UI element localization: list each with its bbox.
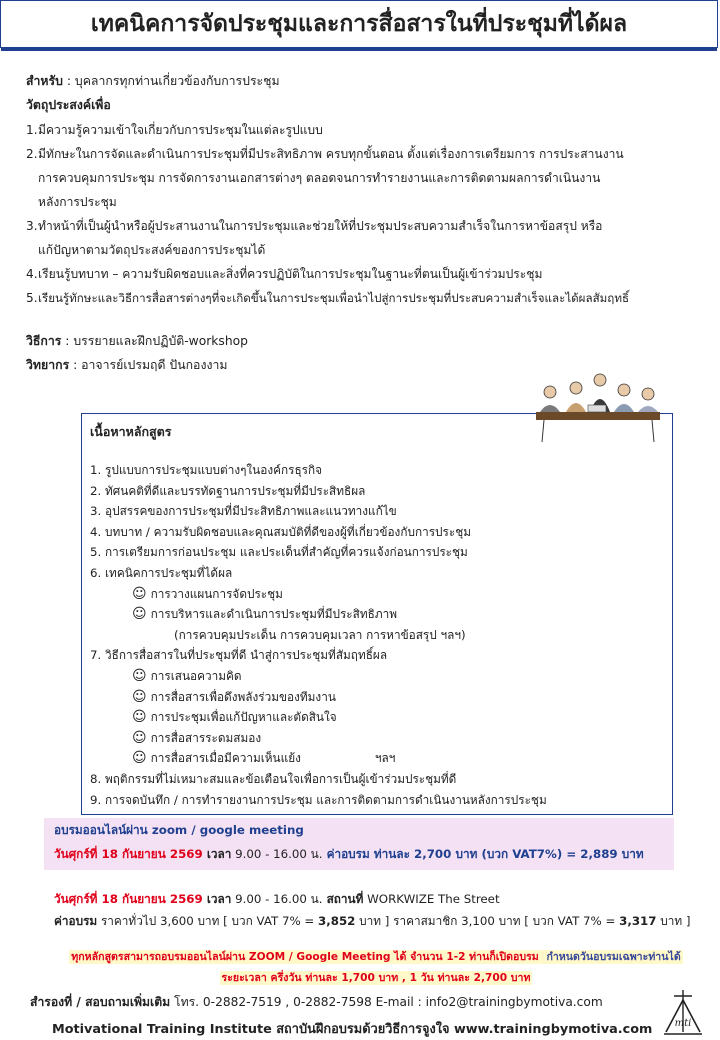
subtopic-label: การประชุมเพื่อแก้ปัญหาและตัดสินใจ	[150, 710, 337, 725]
objective-item	[26, 214, 716, 262]
subtopic-label: การสื่อสารเพื่อดึงพลังร่วมของทีมงาน	[150, 689, 336, 704]
method-label: วิธีการ	[26, 334, 62, 348]
objective-line: มีทักษะในการจัดและดำเนินการประชุมที่มีประสิทธิภาพ ครบทุกขั้นตอน ตั้งแต่เรื่องการเตรียมการ การประสานงาน	[38, 147, 624, 161]
online-fee: 2,700 บาท (บวก VAT7%) = 2,889 บาท	[409, 847, 644, 861]
classroom-fee-mid: บาท ] ราคาสมาชิก 3,100 บาท [ บวก VAT 7% =	[355, 914, 620, 928]
classroom-fee-label: ค่าอบรม	[54, 914, 98, 928]
classroom-fee-general: ราคาทั่วไป 3,600 บาท [ บวก VAT 7% =	[97, 914, 319, 928]
audience-label: สำหรับ	[26, 74, 63, 88]
online-time: 9.00 - 16.00 น.	[231, 847, 323, 861]
trainer-label: วิทยากร	[26, 358, 70, 372]
subtopic-label: การบริหารและดำเนินการประชุมที่มีประสิทธิภาพ	[150, 607, 398, 622]
objective-item	[26, 118, 716, 142]
subtopic-item	[90, 707, 665, 728]
objectives-list	[26, 118, 716, 310]
method-text: : บรรยายและฝึกปฏิบัติ-workshop	[61, 334, 248, 348]
subtopic-etc: ฯลฯ	[374, 751, 396, 766]
person-body	[566, 403, 586, 412]
meeting-people-illustration	[528, 372, 668, 444]
objective-line: หลังการประชุม	[38, 195, 117, 209]
subtopic-item	[90, 666, 665, 687]
classroom-time-label: เวลา	[202, 892, 232, 906]
smiley-icon: ☺	[132, 729, 147, 746]
classroom-date: วันศุกร์ที่ 18 กันยายน 2569	[54, 892, 203, 906]
subtopic-item	[90, 728, 665, 749]
classroom-time: 9.00 - 16.00 น.	[231, 892, 323, 906]
table-shape	[536, 412, 660, 420]
audience-line	[26, 70, 280, 92]
topic-item: 5. การเตรียมการก่อนประชุม และประเด็นที่สำคัญที่ควรแจ้งก่อนการประชุม	[90, 545, 468, 560]
note-price: ระยะเวลา ครึ่งวัน ท่านละ 1,700 บาท , 1 วัน ท่านละ 2,700 บาท	[221, 972, 531, 984]
note-line	[58, 968, 694, 989]
person-body	[638, 406, 658, 412]
objective-num: 1.	[26, 123, 38, 137]
objectives-heading: วัตถุประสงค์เพื่อ	[26, 98, 111, 112]
title-underline	[1, 48, 717, 51]
audience-text: : บุคลากรทุกท่านเกี่ยวข้องกับการประชุม	[62, 74, 280, 88]
topic-item: 4. บทบาท / ความรับผิดชอบและคุณสมบัติที่ดีของผู้ที่เกี่ยวข้องกับการประชุม	[90, 524, 471, 539]
topic-item: 8. พฤติกรรมที่ไม่เหมาะสมและข้อเตือนใจเพื่อการเป็นผู้เข้าร่วมประชุมที่ดี	[90, 771, 457, 786]
smiley-icon: ☺	[132, 709, 147, 726]
objective-line: เรียนรู้ทักษะและวิธีการสื่อสารต่างๆที่จะเกิดขึ้นในการประชุมเพื่อนำไปสู่การประชุมที่ประสบความสำเร็จและได้ผลสัมฤทธิ์	[38, 291, 630, 305]
online-note	[58, 947, 694, 989]
objective-line: แก้ปัญหาตามวัตถุประสงค์ของการประชุมได้	[38, 243, 266, 257]
chair-leg	[542, 420, 544, 442]
subtopic-note: (การควบคุมประเด็น การควบคุมเวลา การหาข้อสรุป ฯลฯ)	[174, 627, 466, 642]
topic-item: 3. อุปสรรคของการประชุมที่มีประสิทธิภาพและแนวทางแก้ไข	[90, 504, 397, 519]
laptop-shape	[588, 405, 606, 412]
logo-text: mti	[674, 1018, 692, 1029]
footer-institute: Motivational Training Institute สถาบันฝึกอบรมด้วยวิธีการจูงใจ www.trainingbymotiva.com	[52, 1022, 653, 1037]
objective-item	[26, 262, 716, 286]
classroom-schedule	[54, 888, 690, 910]
classroom-fee-member-total: 3,317	[619, 914, 657, 928]
subtopic-item	[90, 584, 665, 605]
smiley-icon: ☺	[132, 688, 147, 705]
person-body	[540, 405, 560, 412]
classroom-place-label: สถานที่	[322, 892, 364, 906]
online-fee-label: ค่าอบรม ท่านละ	[322, 847, 410, 861]
subtopic-item	[90, 748, 665, 769]
objective-num: 3.	[26, 219, 38, 233]
person-head	[618, 384, 630, 396]
contact-text: โทร. 0-2882-7519 , 0-2882-7598 E-mail : info2@trainingbymotiva.com	[170, 995, 603, 1009]
classroom-place: WORKWIZE The Street	[363, 892, 500, 906]
subtopic-label: การวางแผนการจัดประชุม	[150, 586, 283, 601]
objective-item	[26, 286, 716, 310]
subtopic-item	[90, 604, 665, 625]
mti-logo	[662, 988, 704, 1036]
objective-line: การควบคุมการประชุม การจัดการงานเอกสารต่างๆ ตลอดจนการทำรายงานและการติดตามผลการดำเนินงาน	[38, 171, 601, 185]
contact-label: สำรองที่ / สอบถามเพิ่มเติม	[30, 995, 171, 1009]
topic-item: 6. เทคนิคการประชุมที่ได้ผล	[90, 565, 233, 580]
classroom-fee-end: บาท ]	[656, 914, 691, 928]
smiley-icon: ☺	[132, 606, 147, 623]
person-body	[614, 404, 634, 412]
topic-item: 7. วิธีการสื่อสารในที่ประชุมที่ดี นำสู่การประชุมที่สัมฤทธิ์ผล	[90, 648, 388, 663]
objective-line: ทำหน้าที่เป็นผู้นำหรือผู้ประสานงานในการประชุมและช่วยให้ที่ประชุมประสบความสำเร็จในการหาข้อสรุป หรือ	[38, 219, 603, 233]
classroom-fee-general-total: 3,852	[318, 914, 356, 928]
objective-num: 5.	[26, 291, 38, 305]
topic-item: 9. การจดบันทึก / การทำรายงานการประชุม และการติดตามการดำเนินงานหลังการประชุม	[90, 792, 547, 807]
smiley-icon: ☺	[132, 750, 147, 767]
classroom-fee	[54, 910, 690, 932]
topic-item: 1. รูปแบบการประชุมแบบต่างๆในองค์กรธุรกิจ	[90, 463, 323, 477]
objective-line: เรียนรู้บทบาท – ความรับผิดชอบและสิ่งที่ควรปฏิบัติในการประชุมในฐานะที่ตนเป็นผู้เข้าร่วมประชุม	[38, 267, 543, 281]
smiley-icon: ☺	[132, 585, 147, 602]
trainer-text: : อาจารย์เปรมฤดี ปันกองงาม	[69, 358, 228, 372]
online-heading: อบรมออนไลน์ผ่าน zoom / google meeting	[54, 823, 304, 837]
course-outline-heading: เนื้อหาหลักสูตร	[90, 424, 172, 439]
page-title-bar	[0, 0, 718, 48]
note-text-blue: กำหนดวันอบรมเฉพาะท่านได้	[542, 951, 681, 963]
smiley-icon: ☺	[132, 667, 147, 684]
chair-leg	[652, 420, 654, 442]
objective-num: 4.	[26, 267, 38, 281]
online-date: วันศุกร์ที่ 18 กันยายน 2569	[54, 847, 203, 861]
classroom-training-info	[54, 888, 690, 932]
person-head	[594, 374, 606, 386]
subtopic-item	[90, 687, 665, 708]
person-head	[544, 386, 556, 398]
note-line	[58, 947, 694, 968]
page-title: เทคนิคการจัดประชุมและการสื่อสารในที่ประชุมที่ได้ผล	[90, 11, 628, 37]
objective-line: มีความรู้ความเข้าใจเกี่ยวกับการประชุมในแต่ละรูปแบบ	[38, 123, 323, 137]
person-head	[570, 382, 582, 394]
contact-line	[30, 993, 603, 1012]
subtopic-label: การสื่อสารระดมสมอง	[150, 730, 262, 745]
subtopic-label: การสื่อสารเมื่อมีความเห็นแย้ง	[150, 751, 301, 766]
objective-num: 2.	[26, 147, 38, 161]
subtopic-label: การเสนอความคิด	[150, 668, 242, 683]
objective-item	[26, 142, 716, 214]
note-text: ทุกหลักสูตรสามารถอบรมออนไลน์ผ่าน ZOOM / Google Meeting ได้ จำนวน 1-2 ท่านก็เปิดอบรม	[71, 951, 539, 963]
online-training-box	[44, 818, 674, 870]
course-topics	[90, 460, 665, 810]
topic-item: 2. ทัศนคติที่ดีและบรรทัดฐานการประชุมที่มีประสิทธิผล	[90, 483, 366, 498]
online-schedule	[54, 842, 674, 866]
method-line	[26, 330, 248, 352]
person-head	[642, 388, 654, 400]
trainer-line	[26, 354, 227, 376]
course-outline-box	[81, 413, 673, 815]
online-time-label: เวลา	[202, 847, 232, 861]
